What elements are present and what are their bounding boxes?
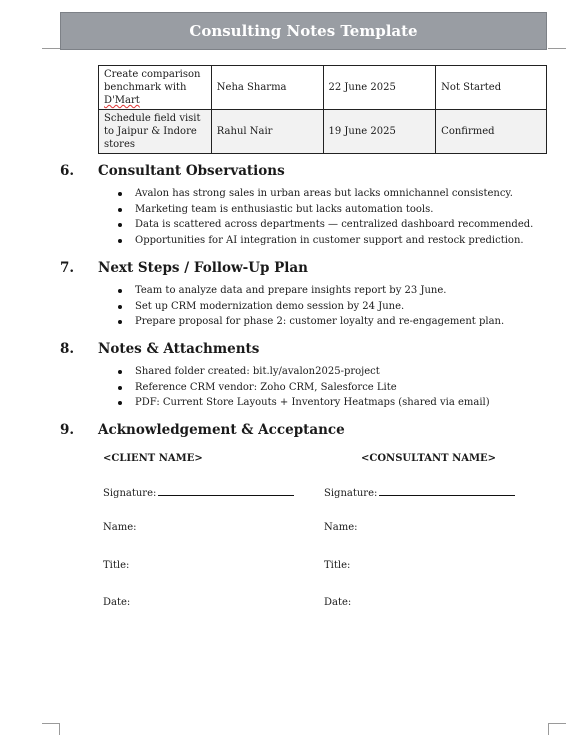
section-number: 7. bbox=[60, 260, 75, 276]
section-heading bbox=[60, 260, 550, 276]
crop-mark-bottom-right-vertical bbox=[548, 723, 549, 735]
document-title: Consulting Notes Template bbox=[189, 22, 418, 40]
spellcheck-flagged-word[interactable]: D'Mart bbox=[104, 95, 140, 106]
section-heading bbox=[60, 163, 550, 179]
section-number: 6. bbox=[60, 163, 75, 179]
section-title: Acknowledgement & Acceptance bbox=[98, 422, 345, 438]
status-cell[interactable]: Not Started bbox=[436, 66, 547, 110]
section-number: 9. bbox=[60, 422, 75, 438]
list-item: Data is scattered across departments — centralized dashboard recommended. bbox=[116, 217, 550, 233]
bullet-list bbox=[60, 186, 550, 248]
section-acknowledgement bbox=[60, 422, 550, 438]
crop-mark-bottom-right bbox=[548, 723, 566, 736]
section-title: Consultant Observations bbox=[98, 163, 285, 179]
list-item: Opportunities for AI integration in customer support and restock prediction. bbox=[116, 233, 550, 249]
consultant-title-label: Title: bbox=[324, 560, 351, 571]
crop-mark-top-right bbox=[548, 36, 566, 49]
section-heading bbox=[60, 422, 550, 438]
client-name-label: Name: bbox=[103, 522, 137, 533]
client-name-placeholder: <CLIENT NAME> bbox=[103, 453, 203, 464]
section-next-steps bbox=[60, 260, 550, 330]
signature-label: Signature: bbox=[324, 488, 378, 499]
signature-label: Signature: bbox=[103, 488, 157, 499]
owner-cell[interactable]: Rahul Nair bbox=[211, 110, 323, 154]
table-row bbox=[99, 110, 547, 154]
section-title: Notes & Attachments bbox=[98, 341, 260, 357]
client-date-label: Date: bbox=[103, 597, 131, 608]
bullet-list bbox=[60, 364, 550, 411]
section-notes-attachments bbox=[60, 341, 550, 411]
crop-mark-bottom-left bbox=[42, 723, 60, 736]
list-item: PDF: Current Store Layouts + Inventory Heatmaps (shared via email) bbox=[116, 395, 550, 411]
list-item: Reference CRM vendor: Zoho CRM, Salesforce Lite bbox=[116, 380, 550, 396]
task-cell[interactable]: Schedule field visit to Jaipur & Indore stores bbox=[99, 110, 212, 154]
crop-mark-bottom-left-vertical bbox=[59, 723, 60, 735]
status-cell[interactable]: Confirmed bbox=[436, 110, 547, 154]
consultant-name-placeholder: <CONSULTANT NAME> bbox=[361, 453, 497, 464]
task-table bbox=[98, 65, 547, 154]
section-number: 8. bbox=[60, 341, 75, 357]
crop-mark-top-left bbox=[42, 36, 60, 49]
list-item: Prepare proposal for phase 2: customer loyalty and re-engagement plan. bbox=[116, 314, 550, 330]
task-text: Create comparison benchmark with bbox=[104, 69, 201, 93]
client-signature-field[interactable] bbox=[103, 485, 294, 499]
consultant-signature-field[interactable] bbox=[324, 485, 515, 499]
signature-line bbox=[379, 485, 515, 496]
section-title: Next Steps / Follow-Up Plan bbox=[98, 260, 308, 276]
owner-cell[interactable]: Neha Sharma bbox=[211, 66, 323, 110]
task-cell[interactable] bbox=[99, 66, 212, 110]
table-row bbox=[99, 66, 547, 110]
document-header-bar bbox=[60, 12, 547, 50]
consultant-name-label: Name: bbox=[324, 522, 358, 533]
list-item: Set up CRM modernization demo session by 24 June. bbox=[116, 299, 550, 315]
bullet-list bbox=[60, 283, 550, 330]
list-item: Shared folder created: bit.ly/avalon2025-project bbox=[116, 364, 550, 380]
date-cell[interactable]: 22 June 2025 bbox=[323, 66, 436, 110]
client-title-label: Title: bbox=[103, 560, 130, 571]
list-item: Avalon has strong sales in urban areas but lacks omnichannel consistency. bbox=[116, 186, 550, 202]
list-item: Team to analyze data and prepare insights report by 23 June. bbox=[116, 283, 550, 299]
consultant-date-label: Date: bbox=[324, 597, 352, 608]
date-cell[interactable]: 19 June 2025 bbox=[323, 110, 436, 154]
list-item: Marketing team is enthusiastic but lacks automation tools. bbox=[116, 202, 550, 218]
section-heading bbox=[60, 341, 550, 357]
signature-line bbox=[158, 485, 294, 496]
section-consultant-observations bbox=[60, 163, 550, 248]
